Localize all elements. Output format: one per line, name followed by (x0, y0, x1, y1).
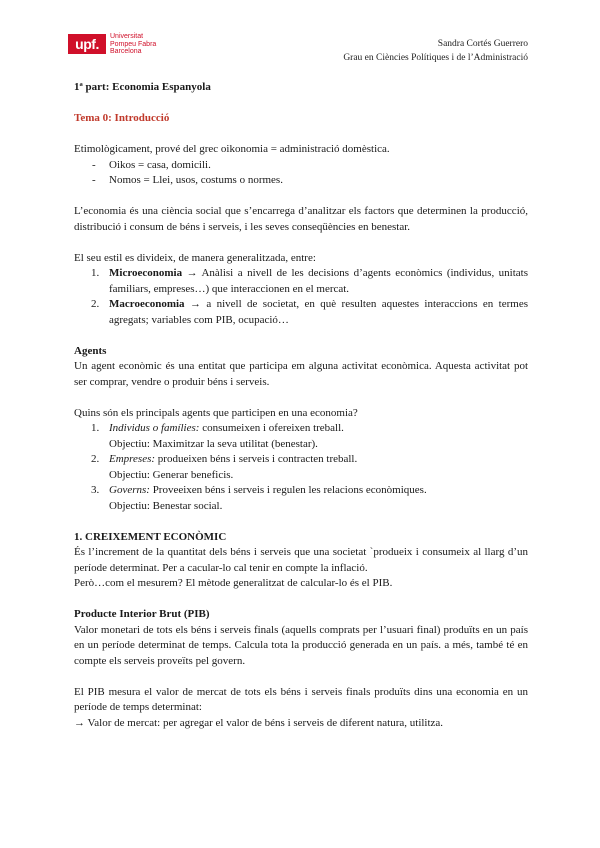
styles-intro: El seu estil es divideix, de manera generalitzada, entre: (74, 251, 316, 264)
author-name: Sandra Cortés Guerrero (437, 39, 528, 49)
list-item (74, 266, 528, 297)
logo-line: Pompeu Fabra (110, 40, 157, 48)
list-item (74, 297, 528, 328)
growth-paragraph: És l’increment de la quantitat dels béns i serveis que una societat `produeix i consumeix al llarg d’un període determinat. Per a cacular-lo cal tenir en compte la inflació. (74, 546, 528, 574)
item-text: → Anàlisi a nivell de les decisions d’agents econòmics (individus, unitats familiars, empreses…) que interaccionen en el mercat. (109, 267, 528, 295)
growth-question: Però…com el mesurem? El mètode generalitzat de calcular-lo és el PIB. (74, 577, 393, 589)
styles-list (74, 266, 528, 328)
page-header (343, 37, 528, 65)
item-number: 1. (91, 422, 100, 434)
item-text: → a nivell de societat, en què resulten aquestes interaccions en termes agregats; variables com PIB, ocupació… (109, 298, 528, 326)
item-number: 2. (91, 453, 100, 465)
item-term: Macroeconomia (109, 298, 185, 310)
item-number: 1. (91, 267, 100, 279)
section-heading: 1. CREIXEMENT ECONÒMIC (74, 530, 227, 543)
agents-heading: Agents (74, 344, 107, 357)
pib-paragraph: Valor monetari de tots els béns i serveis finals (aquells comprats per l’usuari final) produïts en un país en un període determinat de temps. Calcula tota la producció generada en un país. a més, també té en compte els serveis proveïts pel govern. (74, 623, 528, 667)
etymology-list (74, 158, 528, 189)
agents-question: Quins són els principals agents que participen en una economia? (74, 406, 358, 419)
agent-name: Individus o famílies: (109, 422, 200, 434)
agent-objective: Objectiu: Benestar social. (109, 499, 223, 512)
tema-title: Tema 0: Introducció (74, 112, 170, 124)
economy-definition: L’economia és una ciència social que s’encarrega d’analitzar els factors que determinen la producció, distribució i consum de béns i serveis, i les seves conseqüències en benestar. (74, 205, 528, 233)
item-number: 2. (91, 298, 100, 310)
item-term: Microeconomia (109, 267, 183, 279)
list-item (74, 483, 528, 514)
upf-logo (68, 33, 156, 56)
list-item (74, 421, 528, 452)
logo-line: Barcelona (110, 48, 142, 55)
agents-list (74, 421, 528, 514)
agents-definition: Un agent econòmic és una entitat que participa em alguna activitat econòmica. Aquesta activitat pot ser comprar, vendre o produir béns i serveis. (74, 360, 528, 388)
agent-name: Empreses: (109, 453, 156, 465)
agent-text: consumeixen i ofereixen treball. (199, 422, 344, 434)
agent-name: Governs: (109, 484, 150, 496)
degree-name: Grau en Ciències Polítiques i de l’Administració (343, 53, 528, 63)
item-number: 3. (91, 484, 100, 496)
pib-heading: Producte Interior Brut (PIB) (74, 608, 210, 620)
pib-market-value: → Valor de mercat: per agregar el valor de béns i serveis de diferent natura, utilitza. (74, 716, 444, 729)
agent-text: Proveeixen béns i serveis i regulen les relacions econòmiques. (149, 484, 427, 496)
part-title: 1ª part: Economia Espanyola (74, 81, 211, 93)
agent-objective: Objectiu: Maximitzar la seva utilitat (benestar). (109, 437, 318, 450)
logo-mark: upf. (68, 34, 106, 54)
list-item: - Nomos = Llei, usos, costums o normes. (74, 173, 528, 189)
list-item (74, 452, 528, 483)
agent-objective: Objectiu: Generar beneficis. (109, 468, 234, 481)
document-body (74, 80, 528, 731)
agent-text: produeixen béns i serveis i contracten treball. (155, 453, 358, 465)
etymology-intro: Etimològicament, prové del grec oikonomia = administració domèstica. (74, 143, 390, 155)
list-item: - Oikos = casa, domicili. (74, 158, 528, 174)
pib-paragraph-2: El PIB mesura el valor de mercat de tots els béns i serveis finals produïts dins una economia en un període de temps determinat: (74, 685, 528, 713)
logo-line: Universitat (110, 33, 144, 40)
logo-text (110, 33, 156, 56)
